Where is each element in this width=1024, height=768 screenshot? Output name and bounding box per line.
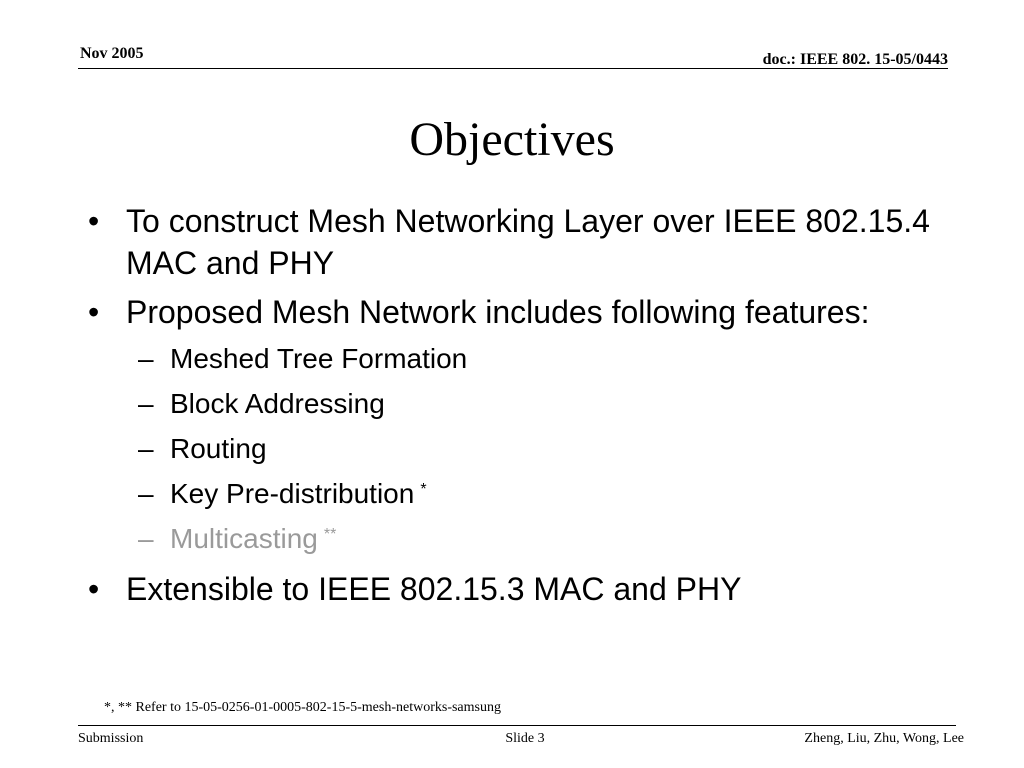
header-doc-id: doc.: IEEE 802. 15-05/0443 <box>762 51 948 68</box>
footnote: *, ** Refer to 15-05-0256-01-0005-802-15-5-mesh-networks-samsung <box>104 700 501 715</box>
sub-bullet-text: Key Pre-distribution <box>170 478 415 509</box>
footer-authors: Zheng, Liu, Zhu, Wong, Lee <box>804 731 964 746</box>
bullet-marker: • <box>88 294 100 330</box>
header-date: Nov 2005 <box>80 45 144 62</box>
bullet-text: Proposed Mesh Network includes following features: <box>126 294 870 330</box>
sub-bullet-item <box>88 475 968 513</box>
sub-bullet-text: Multicasting <box>170 523 318 554</box>
bullet-list <box>88 200 968 617</box>
footnote-marker: ** <box>323 526 337 543</box>
bullet-marker: • <box>88 203 100 239</box>
sub-bullet-text: Meshed Tree Formation <box>170 343 468 374</box>
bullet-item <box>88 568 968 610</box>
bullet-text: Extensible to IEEE 802.15.3 MAC and PHY <box>126 571 742 607</box>
sub-bullet-marker: – <box>138 478 154 509</box>
sub-bullet-text: Routing <box>170 433 267 464</box>
footnote-marker: * <box>420 481 427 498</box>
sub-bullet-item <box>88 430 968 468</box>
sub-bullet-item <box>88 385 968 423</box>
header-divider <box>78 68 948 69</box>
bullet-item <box>88 291 968 333</box>
bullet-item <box>88 200 968 284</box>
slide-title: Objectives <box>409 113 615 166</box>
sub-bullet-text: Block Addressing <box>170 388 385 419</box>
bullet-text: To construct Mesh Networking Layer over IEEE 802.15.4 MAC and PHY <box>126 203 930 281</box>
sub-bullet-item-dimmed <box>88 520 968 558</box>
sub-bullet-marker: – <box>138 343 154 374</box>
footer-divider <box>78 725 956 726</box>
footer-slide-number: Slide 3 <box>505 731 545 746</box>
sub-bullet-marker: – <box>138 523 154 554</box>
footer-submission: Submission <box>78 731 144 746</box>
sub-bullet-marker: – <box>138 433 154 464</box>
sub-bullet-marker: – <box>138 388 154 419</box>
bullet-marker: • <box>88 571 100 607</box>
sub-bullet-item <box>88 340 968 378</box>
